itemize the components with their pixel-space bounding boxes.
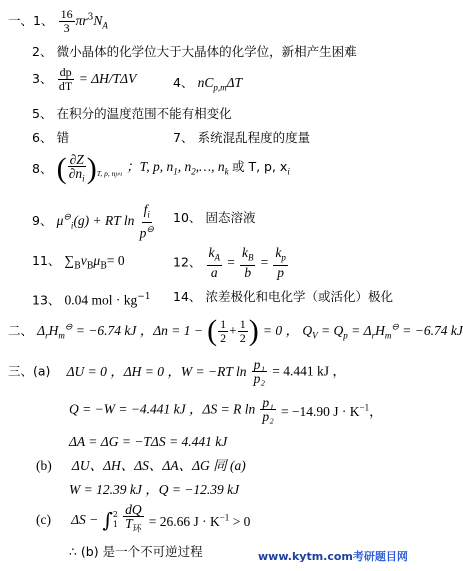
q1-line: 一、1、 $\frac{16}{3}$ $\pi r^3N_A$ — [8, 7, 108, 35]
section3-b1-line: (b) ΔU、ΔH、ΔS、ΔA、ΔG 同 (a) — [36, 458, 246, 473]
section3-a1-fraction: $\frac{\text{p₁}}{\text{p₂}}$ — [253, 357, 266, 386]
section2-line: 二、 $\Delta_rH_m^⊖ = -6.74$ kJ ，Δn = 1 − ( $\frac{1}{2}$ + $\frac{1}{2}$ ) = 0 ， $Q_V = Q_p = \Delta_rH_m^⊖ = -6.74$ kJ — [8, 314, 463, 347]
q12-line: 12、 $\frac{k_A}{a}$ = $\frac{k_B}{b}$ = $\frac{k_p}{p}$ — [173, 245, 286, 280]
section3-a3-line: ΔA = ΔG = −TΔS = 4.441 kJ — [69, 434, 228, 449]
section3-a2-fraction: $\frac{\text{p₁}}{\text{p₂}}$ — [262, 395, 274, 424]
q5-text: 在积分的温度范围不能有相变化 — [56, 106, 232, 121]
q2-line: 2、 微小晶体的化学位大于大晶体的化学位，新相产生困难 — [32, 44, 357, 59]
section2-half-1: $\frac{1}{2}$ — [220, 316, 227, 345]
q12-fraction-p: $\frac{k_p}{p}$ — [275, 245, 286, 280]
watermark-name: 考研题目网 — [352, 550, 408, 563]
section3-c2-line: ∴ (b) 是一个不可逆过程 — [69, 544, 203, 559]
section1-label: 一、1、 — [8, 13, 54, 28]
q13-line: 13、 0.04 mol · $kg^{-1}$ — [32, 292, 151, 308]
section3-b-label: (b) — [36, 458, 52, 473]
q6-text: 错 — [56, 130, 70, 145]
q12-fraction-b: $\frac{k_B}{b}$ — [241, 245, 254, 280]
q3-line: 3、 $\frac{dp}{dT}$ = ΔH/TΔV — [32, 65, 137, 93]
section3-c1-line: (c) ΔS − ∫ 2 1 $\frac{dQ}{T_环}$ = 26.66 $J \cdot K^{-1} > 0$ — [36, 502, 251, 535]
q1-fraction: $\frac{16}{3}$ — [60, 7, 73, 35]
q14-line: 14、 浓差极化和电化学（或活化）极化 — [173, 289, 394, 304]
section2-label: 二、 — [8, 323, 34, 338]
q4-line: 4、 $nC_{p,m}\Delta T$ — [173, 75, 243, 93]
watermark-site: www.kytm.com — [258, 550, 353, 563]
q9-line: 9、 $\mu^⊖_i(g)$ + RT ln $\frac{f_i}{p^⊖}$ — [32, 202, 154, 241]
q13-text: 0.04 mol · kg — [64, 292, 138, 308]
q12-fraction-a: $\frac{k_A}{a}$ — [208, 245, 221, 280]
watermark — [258, 548, 408, 564]
section3-a1-line: 三、(a) ΔU = 0 ，ΔH = 0 ，W = −RT ln $\frac{\text{p₁}}{\text{p₂}}$ = 4.441 kJ ， — [8, 357, 346, 386]
q14-text: 浓差极化和电化学（或活化）极化 — [205, 289, 394, 304]
q8-partial-derivative: $\frac{\partial Z}{\partial n_i}$ — [68, 152, 85, 184]
section3-c-fraction: $\frac{dQ}{T_环}$ — [125, 502, 142, 535]
q11-line: 11、 $\sum_B\nu_B\mu_B= 0$ — [32, 253, 125, 272]
q6-line: 6、 错 — [32, 130, 70, 145]
q7-line: 7、 系统混乱程度的度量 — [173, 130, 311, 145]
section3-b2-line: W = 12.39 kJ ，Q = −12.39 kJ — [69, 482, 240, 497]
q3-fraction: $\frac{dp}{dT}$ — [58, 65, 73, 93]
q7-text: 系统混乱程度的度量 — [197, 130, 311, 145]
section2-half-2: $\frac{1}{2}$ — [239, 316, 246, 345]
q10-line: 10、 固态溶液 — [173, 210, 256, 225]
integral-sign: ∫ — [102, 507, 113, 532]
section3-a2-line: Q = −W = −4.441 kJ ，ΔS = R ln $\frac{\text{p₁}}{\text{p₂}}$ = −14.90 $J \cdot K^{-1}$， — [69, 395, 383, 424]
q10-text: 固态溶液 — [205, 210, 256, 225]
q2-text: 微小晶体的化学位大于大晶体的化学位，新相产生困难 — [56, 44, 357, 59]
q5-line: 5、 在积分的温度范围不能有相变化 — [32, 106, 232, 121]
q9-fraction: $\frac{f_i}{p^⊖}$ — [139, 202, 154, 241]
section3-c-label: (c) — [36, 511, 51, 527]
q8-line: 8、 ( $\frac{\partial Z}{\partial n_i}$ )$_{T, p, nj\ne i}$ ；T, p, $n_1$, $n_2,\dots$, $n_k$ 或 T, p, $x_i$ — [32, 152, 290, 186]
q3-rhs: = ΔH/TΔV — [78, 71, 137, 86]
section3-label: 三、(a) — [8, 363, 51, 379]
